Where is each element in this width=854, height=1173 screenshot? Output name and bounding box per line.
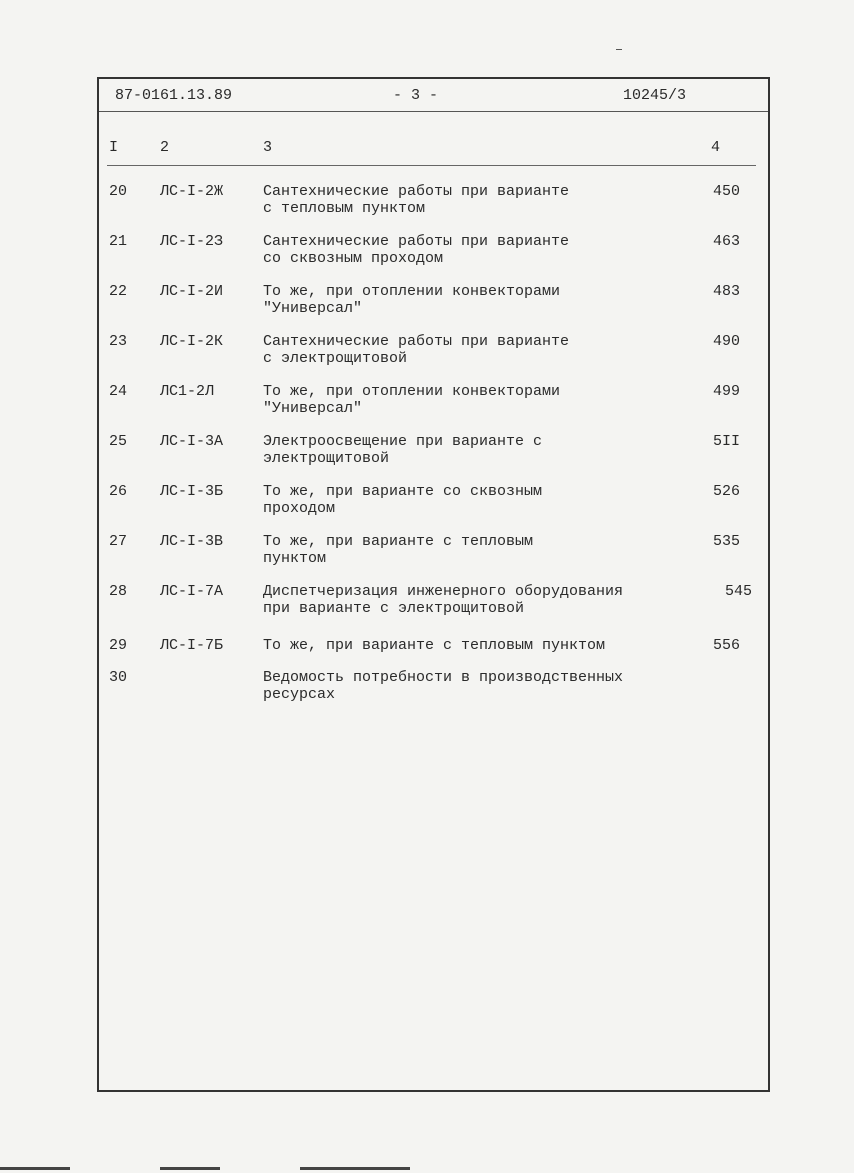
sheet-id: 10245/3 (623, 87, 687, 104)
row-page: 483 (713, 283, 741, 300)
row-page: 556 (713, 637, 741, 654)
row-number: 24 (109, 383, 128, 400)
row-description: Сантехнические работы при варианте с тепловым пунктом (263, 183, 570, 217)
row-code: ЛС-I-3А (160, 433, 224, 450)
column-header-3: 3 (263, 139, 273, 156)
row-description: То же, при варианте с тепловым пунктом (263, 637, 606, 654)
row-number: 28 (109, 583, 128, 600)
row-page: 463 (713, 233, 741, 250)
scan-edge (300, 1167, 410, 1170)
page-number: - 3 - (393, 87, 439, 104)
row-page: 499 (713, 383, 741, 400)
row-description: Электроосвещение при варианте с электрощитовой (263, 433, 543, 467)
row-code: ЛС-I-7А (160, 583, 224, 600)
row-description: Сантехнические работы при варианте со сквозным проходом (263, 233, 570, 267)
scan-mark (616, 49, 622, 50)
column-header-4: 4 (711, 139, 721, 156)
row-code: ЛС1-2Л (160, 383, 215, 400)
document-frame (97, 77, 770, 1092)
scan-edge (160, 1167, 220, 1170)
row-code: ЛС-I-3Б (160, 483, 224, 500)
row-number: 26 (109, 483, 128, 500)
column-header-2: 2 (160, 139, 170, 156)
row-code: ЛС-I-2И (160, 283, 224, 300)
row-description: То же, при варианте с тепловым пунктом (263, 533, 534, 567)
header-divider (107, 165, 756, 166)
row-page: 450 (713, 183, 741, 200)
row-number: 30 (109, 669, 128, 686)
row-page: 490 (713, 333, 741, 350)
row-code: ЛС-I-3В (160, 533, 224, 550)
row-number: 22 (109, 283, 128, 300)
row-description: То же, при варианте со сквозным проходом (263, 483, 543, 517)
row-number: 20 (109, 183, 128, 200)
row-code: ЛС-I-2Ж (160, 183, 224, 200)
row-description: То же, при отоплении конвекторами "Универсал" (263, 383, 561, 417)
row-code: ЛС-I-2К (160, 333, 224, 350)
row-description: Диспетчеризация инженерного оборудования при варианте с электрощитовой (263, 583, 624, 617)
row-number: 27 (109, 533, 128, 550)
doc-code: 87-0161.13.89 (115, 87, 233, 104)
row-page: 535 (713, 533, 741, 550)
row-description: Ведомость потребности в производственных ресурсах (263, 669, 624, 703)
row-number: 29 (109, 637, 128, 654)
row-page: 5II (713, 433, 741, 450)
row-description: Сантехнические работы при варианте с электрощитовой (263, 333, 570, 367)
row-number: 23 (109, 333, 128, 350)
row-page: 526 (713, 483, 741, 500)
scan-edge (0, 1167, 70, 1170)
row-page: 545 (725, 583, 753, 600)
row-number: 21 (109, 233, 128, 250)
column-header-1: I (109, 139, 119, 156)
page-header (99, 79, 768, 112)
row-number: 25 (109, 433, 128, 450)
row-description: То же, при отоплении конвекторами "Универсал" (263, 283, 561, 317)
row-code: ЛС-I-2З (160, 233, 224, 250)
row-code: ЛС-I-7Б (160, 637, 224, 654)
